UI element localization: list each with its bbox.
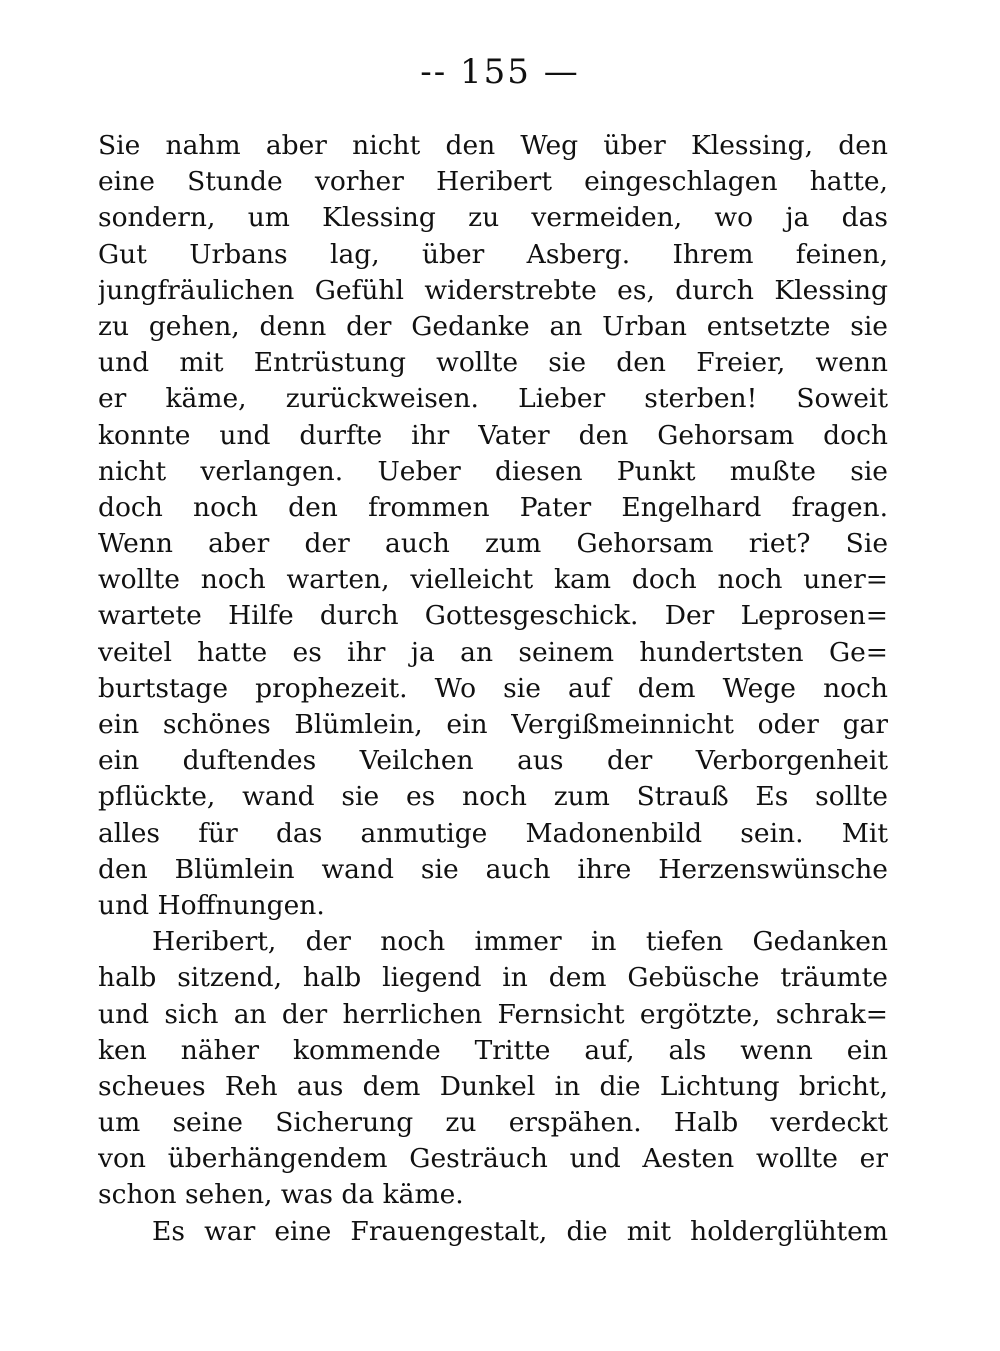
text-line: nicht verlangen. Ueber diesen Punkt mußte sie [98,455,888,487]
text-line: Es war eine Frauengestalt, die mit holderglühtem [152,1215,888,1247]
text-line: alles für das anmutige Madonenbild sein. Mit [98,817,888,849]
text-line: schon sehen, was da käme. [98,1179,464,1211]
text-line: doch noch den frommen Pater Engelhard fragen. [98,491,888,523]
text-line: ken näher kommende Tritte auf, als wenn ein [98,1034,888,1066]
page-number: -- 155 — [420,52,580,92]
paragraph-1 [98,128,888,924]
text-line: scheues Reh aus dem Dunkel in die Lichtung bricht, [98,1070,888,1102]
text-line: konnte und durfte ihr Vater den Gehorsam doch [98,419,888,451]
text-line: und Hoffnungen. [98,889,325,921]
text-line: burtstage prophezeit. Wo sie auf dem Wege noch [98,672,888,704]
text-line: wollte noch warten, vielleicht kam doch noch uner= [98,564,888,596]
text-line: um seine Sicherung zu erspähen. Halb verdeckt [98,1107,888,1139]
text-line: den Blümlein wand sie auch ihre Herzenswünsche [98,853,888,885]
paragraph-2 [98,924,888,1214]
text-line: er käme, zurückweisen. Lieber sterben! Soweit [98,383,888,415]
text-line: ein schönes Blümlein, ein Vergißmeinnicht oder gar [98,709,888,740]
text-line: veitel hatte es ihr ja an seinem hundertsten Ge= [98,636,888,668]
text-line: ein duftendes Veilchen aus der Verborgenheit [98,745,888,777]
text-line: Sie nahm aber nicht den Weg über Klessing, den [98,130,888,161]
text-line: und mit Entrüstung wollte sie den Freier, wenn [98,347,888,379]
text-line: und sich an der herrlichen Fernsicht ergötzte, schrak= [98,998,888,1030]
text-line: Gut Urbans lag, über Asberg. Ihrem feinen, [98,238,888,270]
text-line: Wenn aber der auch zum Gehorsam riet? Sie [98,528,888,560]
text-line: zu gehen, denn der Gedanke an Urban entsetzte sie [98,310,888,342]
text-line: Heribert, der noch immer in tiefen Gedanken [152,926,888,958]
text-line: jungfräulichen Gefühl widerstrebte es, durch Klessing [98,274,888,306]
paragraph-3 [98,1214,888,1250]
text-line: sondern, um Klessing zu vermeiden, wo ja das [98,202,888,234]
body-text [98,128,888,1250]
text-line: von überhängendem Gesträuch und Aesten wollte er [98,1143,888,1175]
text-line: pflückte, wand sie es noch zum Strauß Es sollte [98,781,888,813]
text-line: eine Stunde vorher Heribert eingeschlagen hatte, [98,166,888,198]
text-line: wartete Hilfe durch Gottesgeschick. Der Leprosen= [98,600,888,632]
text-line: halb sitzend, halb liegend in dem Gebüsche träumte [98,962,888,994]
